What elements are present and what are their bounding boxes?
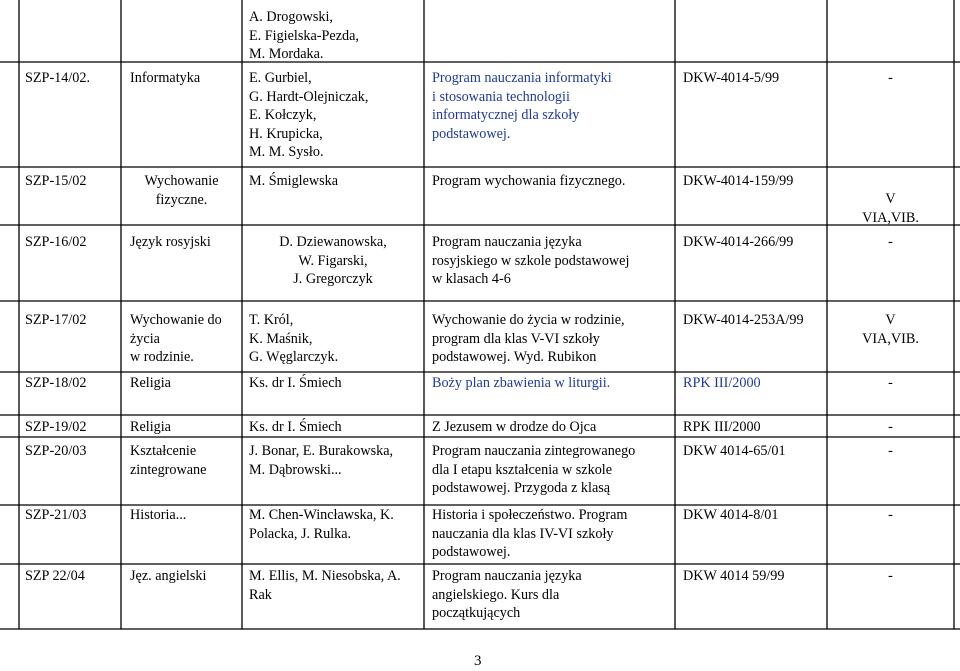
title-cell-szp16: Program nauczania języka rosyjskiego w szkole podstawowej w klasach 4-6 [432, 234, 630, 287]
code-cell-szp16: SZP-16/02 [25, 234, 87, 250]
subject-cell-szp18: Religia [130, 375, 171, 391]
number-cell-szp20: DKW 4014-65/01 [683, 443, 786, 459]
title-cell-szp21: Historia i społeczeństwo. Program nauczania dla klas IV-VI szkoły podstawowej. [432, 507, 628, 560]
authors-cell-prev: A. Drogowski, E. Figielska-Pezda, M. Mordaka. [249, 9, 359, 62]
title-cell-szp19: Z Jezusem w drodze do Ojca [432, 419, 597, 435]
authors-cell-szp14: E. Gurbiel, G. Hardt-Olejniczak, E. Kołczyk, H. Krupicka, M. M. Sysło. [249, 70, 369, 160]
subject-cell-szp20: Kształcenie zintegrowane [130, 443, 207, 478]
code-cell-szp17: SZP-17/02 [25, 312, 87, 328]
subject-cell-szp15: Wychowanie fizyczne. [144, 173, 219, 208]
subject-cell-szp14: Informatyka [130, 70, 201, 86]
number-cell-szp14: DKW-4014-5/99 [683, 70, 780, 86]
number-cell-szp22: DKW 4014 59/99 [683, 568, 785, 584]
title-cell-szp15: Program wychowania fizycznego. [432, 173, 626, 189]
authors-cell-szp21: M. Chen-Wincławska, K. Polacka, J. Rulka. [249, 507, 394, 542]
title-cell-szp18: Boży plan zbawienia w liturgii. [432, 375, 611, 391]
title-cell-szp17: Wychowanie do życia w rodzinie, program dla klas V-VI szkoły podstawowej. Wyd. Rubikon [432, 312, 625, 365]
authors-cell-szp22: M. Ellis, M. Niesobska, A. Rak [249, 568, 401, 603]
code-cell-szp22: SZP 22/04 [25, 568, 85, 584]
classes-cell-szp21: - [888, 507, 893, 523]
number-cell-szp17: DKW-4014-253A/99 [683, 312, 804, 328]
code-cell-szp14: SZP-14/02. [25, 70, 91, 86]
number-cell-szp15: DKW-4014-159/99 [683, 173, 794, 189]
code-cell-szp18: SZP-18/02 [25, 375, 87, 391]
code-cell-szp15: SZP-15/02 [25, 173, 87, 189]
authors-cell-szp16: D. Dziewanowska, W. Figarski, J. Gregorczyk [279, 234, 387, 287]
title-cell-szp20: Program nauczania zintegrowanego dla I etapu kształcenia w szkole podstawowej. Przygoda z klasą [432, 443, 636, 496]
authors-cell-szp18: Ks. dr I. Śmiech [249, 375, 342, 391]
subject-cell-szp16: Język rosyjski [130, 234, 211, 250]
classes-cell-szp20: - [888, 443, 893, 459]
classes-cell-szp14: - [888, 70, 893, 86]
number-cell-szp16: DKW-4014-266/99 [683, 234, 794, 250]
classes-cell-szp15: V VIA,VIB. [862, 191, 919, 226]
code-cell-szp20: SZP-20/03 [25, 443, 87, 459]
number-cell-szp18: RPK III/2000 [683, 375, 761, 391]
classes-cell-szp16: - [888, 234, 893, 250]
page-number: 3 [474, 653, 482, 669]
title-cell-szp22: Program nauczania języka angielskiego. Kurs dla początkujących [432, 568, 582, 621]
subject-cell-szp19: Religia [130, 419, 171, 435]
code-cell-szp19: SZP-19/02 [25, 419, 87, 435]
subject-cell-szp21: Historia... [130, 507, 187, 523]
classes-cell-szp18: - [888, 375, 893, 391]
number-cell-szp19: RPK III/2000 [683, 419, 761, 435]
subject-cell-szp22: Jęz. angielski [130, 568, 207, 584]
classes-cell-szp22: - [888, 568, 893, 584]
authors-cell-szp17: T. Król, K. Maśnik, G. Węglarczyk. [249, 312, 339, 365]
classes-cell-szp17: V VIA,VIB. [862, 312, 919, 347]
title-cell-szp14: Program nauczania informatyki i stosowania technologii informatycznej dla szkoły podstawowej. [432, 70, 612, 142]
authors-cell-szp20: J. Bonar, E. Burakowska, M. Dąbrowski... [249, 443, 394, 478]
classes-cell-szp19: - [888, 419, 893, 435]
number-cell-szp21: DKW 4014-8/01 [683, 507, 779, 523]
subject-cell-szp17: Wychowanie do życia w rodzinie. [130, 312, 222, 365]
authors-cell-szp19: Ks. dr I. Śmiech [249, 419, 342, 435]
authors-cell-szp15: M. Śmiglewska [249, 173, 339, 189]
code-cell-szp21: SZP-21/03 [25, 507, 87, 523]
